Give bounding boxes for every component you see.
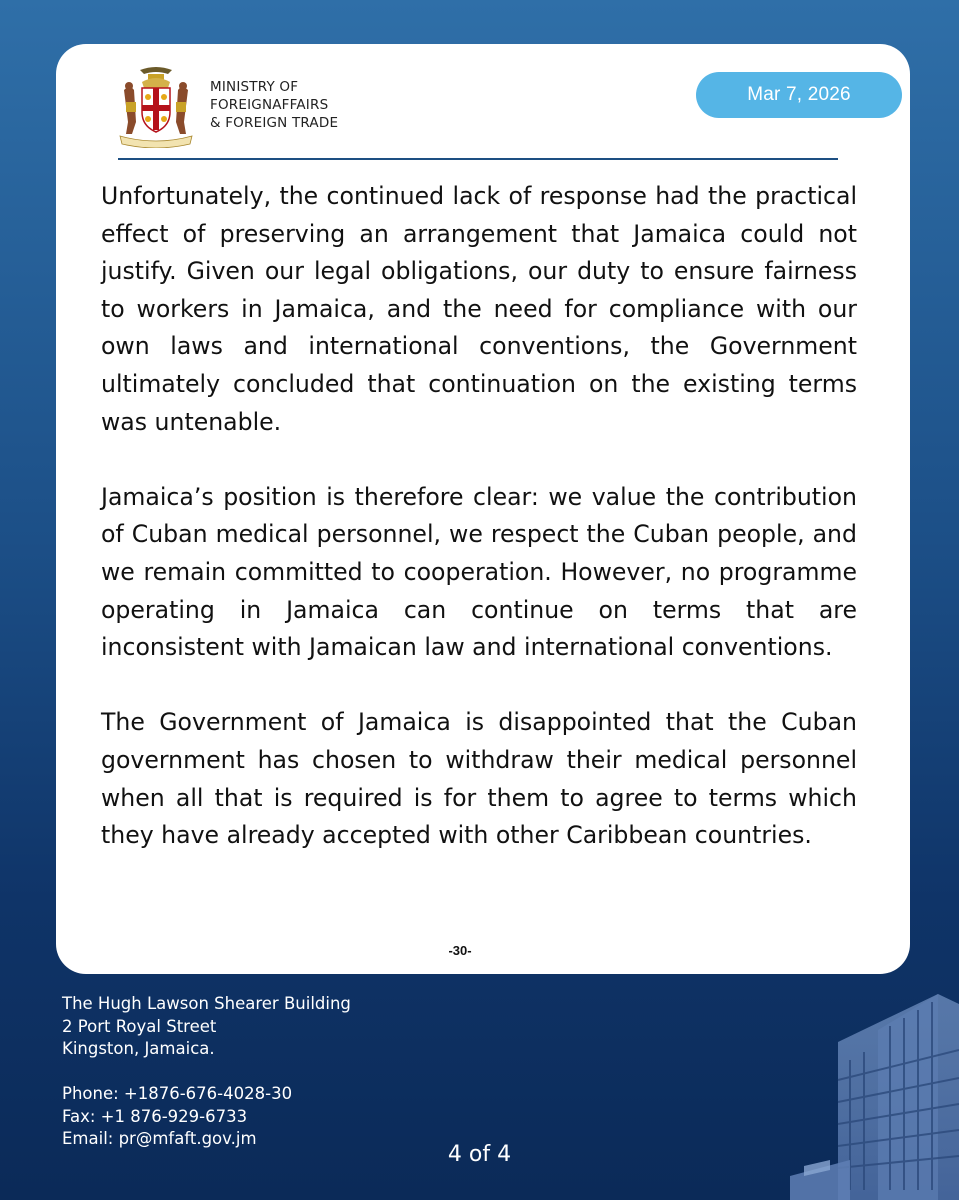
ministry-name-line: FOREIGNAFFAIRS <box>210 97 329 113</box>
paragraph: Unfortunately, the continued lack of response had the practical effect of preserving an arrangement that Jamaica could not justify. Given our legal obligations, our duty to ensure fairness to workers in Jamaica, and the need for compliance with our own laws and international conventions, the Government ultimately concluded that continuation on the existing terms was untenable. <box>101 182 857 436</box>
jamaica-coat-of-arms-icon <box>112 62 200 148</box>
end-mark: -30- <box>448 943 472 958</box>
fax-number: Fax: +1 876-929-6733 <box>62 1106 248 1126</box>
building-illustration-icon <box>790 990 959 1200</box>
ministry-name <box>210 78 338 132</box>
ministry-name-line: & FOREIGN TRADE <box>210 115 339 131</box>
ministry-header <box>112 62 338 148</box>
page-indicator: 4 of 4 <box>447 1142 512 1167</box>
header-divider <box>118 158 838 160</box>
address-line: The Hugh Lawson Shearer Building <box>62 994 351 1013</box>
email-address[interactable]: Email: pr@mfaft.gov.jm <box>62 1129 257 1148</box>
paragraph: Jamaica’s position is therefore clear: we value the contribution of Cuban medical personnel, we respect the Cuban people, and we remain committed to cooperation. However, no programme operating in Jamaica can continue on terms that are inconsistent with Jamaican law and international conventions. <box>101 482 857 662</box>
address-line: 2 Port Royal Street <box>62 1016 217 1036</box>
ministry-name-line: MINISTRY OF <box>210 79 299 95</box>
date-badge: Mar 7, 2026 <box>696 72 902 118</box>
phone-number: Phone: +1876-676-4028-30 <box>62 1084 293 1103</box>
paragraph: The Government of Jamaica is disappointed that the Cuban government has chosen to withdraw their medical personnel when all that is required is for them to agree to terms which they have already accepted with other Caribbean countries. <box>101 708 857 850</box>
address-line: Kingston, Jamaica. <box>62 1039 215 1058</box>
statement-body <box>101 178 857 855</box>
contact-footer <box>62 993 351 1151</box>
